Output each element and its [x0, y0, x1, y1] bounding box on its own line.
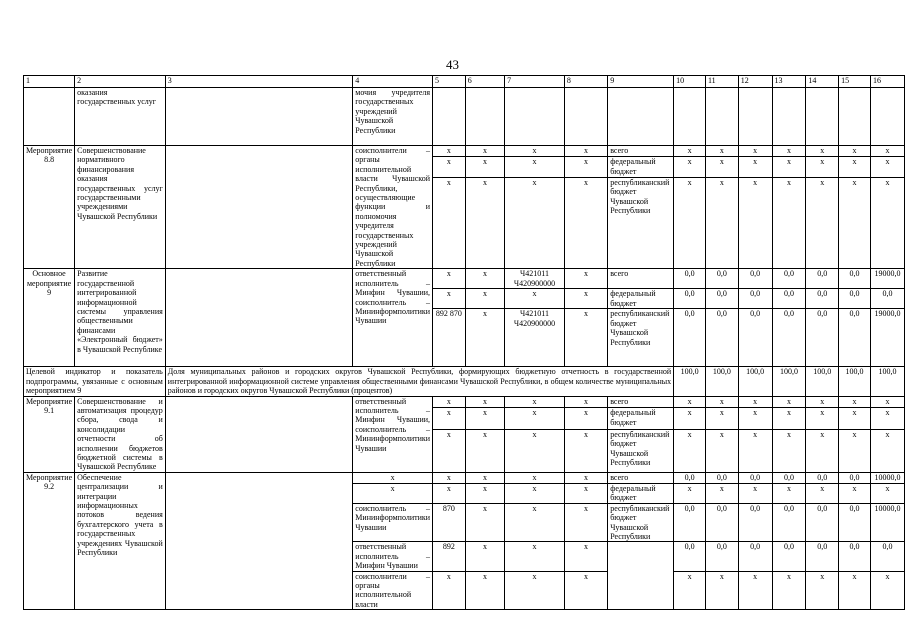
table-cell: 0,0 [839, 289, 871, 309]
table-cell: x [674, 177, 706, 268]
table-cell: 0,0 [674, 503, 706, 542]
table-cell: мочия учредителя государственных учреждений Чувашской Республики [353, 88, 433, 146]
table-cell: x [505, 146, 565, 157]
table-cell: x [738, 429, 772, 472]
table-cell: x [505, 483, 565, 503]
table-cell: 0,0 [738, 472, 772, 483]
column-header: 6 [465, 76, 504, 88]
table-row [24, 146, 905, 157]
table-cell: x [772, 408, 806, 429]
table-cell: 892 [433, 542, 466, 571]
table-cell [772, 88, 806, 146]
table-cell: x [465, 146, 504, 157]
column-header: 16 [870, 76, 904, 88]
table-cell: x [433, 146, 466, 157]
table-cell: x [674, 429, 706, 472]
table-cell: x [738, 157, 772, 178]
table-cell: x [564, 429, 607, 472]
table-cell: республиканский бюджет Чувашской Республики [608, 177, 674, 268]
table-cell: x [505, 177, 565, 268]
table-cell: x [433, 571, 466, 610]
table-cell [870, 88, 904, 146]
table-cell: Целевой индикатор и показатель подпрограммы, увязанные с основным мероприятием 9 [24, 367, 166, 396]
table-cell: x [772, 483, 806, 503]
table-cell: всего [608, 396, 674, 408]
table-cell: 0,0 [806, 503, 839, 542]
table-cell: 870 [433, 503, 466, 542]
table-cell: x [870, 483, 904, 503]
table-cell: x [465, 309, 504, 367]
table-cell: оказания государственных услуг [75, 88, 166, 146]
table-cell: ответственный исполнитель – Минфин Чувашии [353, 542, 433, 571]
table-cell: x [674, 157, 706, 178]
table-cell: 0,0 [806, 309, 839, 367]
table-cell: 10000,0 [870, 472, 904, 483]
table-row [24, 472, 905, 483]
table-cell: 0,0 [870, 289, 904, 309]
table-cell: всего [608, 472, 674, 483]
table-cell: x [433, 483, 466, 503]
table-cell: 0,0 [772, 309, 806, 367]
table-cell: ответственный исполнитель – Минфин Чувашии, соисполнитель – Мининформполитики Чувашии [353, 396, 433, 472]
table-cell: республиканский бюджет Чувашской Республики [608, 429, 674, 472]
table-cell: x [772, 157, 806, 178]
table-cell: 0,0 [772, 289, 806, 309]
table-cell: x [870, 157, 904, 178]
table-cell: 0,0 [705, 542, 738, 571]
table-cell: x [564, 408, 607, 429]
table-cell: x [705, 157, 738, 178]
table-cell: x [738, 177, 772, 268]
table-cell: x [806, 429, 839, 472]
table-body [24, 76, 905, 610]
table-cell [165, 88, 353, 146]
table-cell: 0,0 [705, 309, 738, 367]
table-cell: всего [608, 146, 674, 157]
column-header: 14 [806, 76, 839, 88]
table-cell: x [465, 396, 504, 408]
table-cell [674, 88, 706, 146]
table-cell: x [505, 472, 565, 483]
column-header: 3 [165, 76, 353, 88]
table-cell: x [465, 408, 504, 429]
table-cell: x [433, 472, 466, 483]
page-number: 43 [446, 57, 459, 72]
table-cell: 892 870 [433, 309, 466, 367]
table-cell: x [738, 483, 772, 503]
table-cell: x [433, 289, 466, 309]
table-cell: x [564, 289, 607, 309]
table-cell: 19000,0 [870, 309, 904, 367]
table-cell: федеральный бюджет [608, 483, 674, 503]
table-cell: 0,0 [738, 269, 772, 289]
table-cell: 0,0 [839, 472, 871, 483]
table-cell [839, 88, 871, 146]
table-cell: 0,0 [772, 542, 806, 571]
table-cell [465, 88, 504, 146]
table-cell: x [564, 483, 607, 503]
column-header: 13 [772, 76, 806, 88]
table-cell: x [738, 396, 772, 408]
table-cell [165, 472, 353, 609]
table-cell: x [870, 429, 904, 472]
table-cell: x [564, 157, 607, 178]
table-cell: x [806, 571, 839, 610]
table-cell: 0,0 [738, 289, 772, 309]
table-row [24, 269, 905, 289]
column-header: 10 [674, 76, 706, 88]
table-cell: x [433, 408, 466, 429]
table-cell: x [353, 472, 433, 483]
table-cell: x [839, 146, 871, 157]
table-cell [564, 88, 607, 146]
table-cell: 0,0 [839, 269, 871, 289]
table-cell: x [465, 289, 504, 309]
table-cell: x [505, 408, 565, 429]
table-cell: x [870, 396, 904, 408]
table-cell: федеральный бюджет [608, 408, 674, 429]
table-cell: x [806, 177, 839, 268]
table-cell: x [564, 571, 607, 610]
column-header: 15 [839, 76, 871, 88]
table-cell: x [705, 408, 738, 429]
table-cell: 0,0 [806, 472, 839, 483]
table-cell: x [564, 503, 607, 542]
table-cell: 0,0 [674, 472, 706, 483]
table-cell: x [505, 429, 565, 472]
table-cell [165, 146, 353, 269]
table-cell: x [806, 157, 839, 178]
table-cell: 0,0 [772, 503, 806, 542]
table-cell: x [674, 396, 706, 408]
table-cell: республиканский бюджет Чувашской Республики [608, 309, 674, 367]
table-cell: 100,0 [674, 367, 706, 396]
table-cell: 0,0 [772, 472, 806, 483]
table-cell: x [839, 177, 871, 268]
table-cell: x [806, 396, 839, 408]
table-cell: Совершенствование и автоматизация процедур сбора, свода и консолидации отчетности об исполнении бюджетов бюджетной системы в Чувашской Республике [75, 396, 166, 472]
table-cell: 0,0 [738, 542, 772, 571]
table-cell: x [806, 483, 839, 503]
table-cell: x [839, 429, 871, 472]
table-cell: x [465, 177, 504, 268]
table-cell: x [433, 157, 466, 178]
column-header: 7 [505, 76, 565, 88]
table-cell: x [674, 146, 706, 157]
table-cell: x [772, 396, 806, 408]
table-cell: x [505, 157, 565, 178]
table-cell: 0,0 [738, 309, 772, 367]
table-cell: Мероприятие 8.8 [24, 146, 75, 269]
table-cell: Совершенствование нормативного финансирования оказания государственных услуг государственными учреждениями Чувашской Республики [75, 146, 166, 269]
table-cell: x [839, 157, 871, 178]
table-cell: x [839, 483, 871, 503]
table-cell: Основное мероприятие 9 [24, 269, 75, 367]
table-cell: 0,0 [870, 542, 904, 571]
table-cell: Доля муниципальных районов и городских округов Чувашской Республики, формирующих бюджетную отчетность в государственной интегрированной информационной системе управления общественными финансами Чувашской Республики, в общем количестве муниципальных районов и городских округов Чувашской Республики (процентов) [165, 367, 673, 396]
table-cell: 0,0 [705, 289, 738, 309]
table-cell: x [738, 146, 772, 157]
table-cell: 0,0 [674, 542, 706, 571]
table-cell: x [433, 396, 466, 408]
table-cell: x [870, 177, 904, 268]
table-cell: x [433, 177, 466, 268]
table-cell: соисполнитель – Мининформполитики Чувашии [353, 503, 433, 542]
table-cell: x [772, 429, 806, 472]
table-cell: x [839, 571, 871, 610]
table-cell: 0,0 [705, 472, 738, 483]
table-cell: соисполнители – органы исполнительной власти [353, 571, 433, 610]
target-indicator-row [24, 367, 905, 396]
table-cell: соисполнители – органы исполнительной власти Чувашской Республики, осуществляющие функции и полномочия учредителя государственных учреждений Чувашской Республики [353, 146, 433, 269]
table-cell: x [465, 571, 504, 610]
table-cell: 0,0 [839, 542, 871, 571]
table-cell: x [505, 542, 565, 571]
table-cell: x [353, 483, 433, 503]
table-cell: 0,0 [772, 269, 806, 289]
program-table [23, 75, 905, 610]
table-cell: x [465, 503, 504, 542]
table-cell: x [564, 177, 607, 268]
table-cell: республиканский бюджет Чувашской Республики [608, 503, 674, 542]
table-cell [608, 88, 674, 146]
table-cell: 100,0 [806, 367, 839, 396]
table-cell: x [505, 289, 565, 309]
column-header: 12 [738, 76, 772, 88]
table-cell: x [839, 396, 871, 408]
table-cell: x [738, 408, 772, 429]
table-cell: 100,0 [839, 367, 871, 396]
column-header: 11 [705, 76, 738, 88]
table-cell: x [465, 483, 504, 503]
table-cell: x [806, 408, 839, 429]
table-cell: 0,0 [705, 269, 738, 289]
table-cell [608, 542, 674, 610]
table-cell: x [465, 269, 504, 289]
table-cell: 0,0 [674, 289, 706, 309]
table-cell: x [433, 429, 466, 472]
table-cell: 100,0 [738, 367, 772, 396]
table-cell: 0,0 [839, 309, 871, 367]
table-cell [705, 88, 738, 146]
table-cell: x [705, 177, 738, 268]
table-cell: x [705, 483, 738, 503]
table-cell: x [465, 542, 504, 571]
table-cell: 19000,0 [870, 269, 904, 289]
table-cell: x [772, 177, 806, 268]
table-cell: x [705, 146, 738, 157]
table-cell: федеральный бюджет [608, 157, 674, 178]
table-cell: Мероприятие 9.2 [24, 472, 75, 609]
table-row [24, 88, 905, 146]
table-cell: 10000,0 [870, 503, 904, 542]
table-cell: x [705, 571, 738, 610]
table-cell: 100,0 [705, 367, 738, 396]
table-cell: x [465, 157, 504, 178]
table-cell: x [870, 571, 904, 610]
header-row [24, 76, 905, 88]
table-cell [505, 88, 565, 146]
table-cell: x [674, 408, 706, 429]
table-cell: x [870, 408, 904, 429]
table-cell: x [564, 269, 607, 289]
table-cell: x [839, 408, 871, 429]
table-cell: x [870, 146, 904, 157]
table-cell: 0,0 [705, 503, 738, 542]
table-row [24, 396, 905, 408]
table-cell: x [705, 396, 738, 408]
column-header: 1 [24, 76, 75, 88]
table-cell: всего [608, 269, 674, 289]
table-cell: x [738, 571, 772, 610]
table-cell: x [505, 571, 565, 610]
table-cell: x [564, 396, 607, 408]
table-cell: Ч421011 Ч420900000 [505, 269, 565, 289]
column-header: 8 [564, 76, 607, 88]
table-cell: 0,0 [806, 269, 839, 289]
table-cell: x [772, 571, 806, 610]
table-cell [738, 88, 772, 146]
column-header: 4 [353, 76, 433, 88]
table-cell [165, 269, 353, 367]
table-cell: x [564, 542, 607, 571]
table-cell: Обеспечение централизации и интеграции информационных потоков ведения бухгалтерского учета в государственных учреждениях Чувашской Республики [75, 472, 166, 609]
table-cell: x [674, 571, 706, 610]
table-cell: Мероприятие 9.1 [24, 396, 75, 472]
column-header: 2 [75, 76, 166, 88]
table-cell: x [564, 309, 607, 367]
table-cell: x [705, 429, 738, 472]
table-cell: x [433, 269, 466, 289]
table-cell: Развитие государственной интегрированной информационной системы управления общественными финансами «Электронный бюджет» в Чувашской Республике [75, 269, 166, 367]
table-cell [433, 88, 466, 146]
table-cell: x [465, 429, 504, 472]
table-cell: x [564, 146, 607, 157]
table-cell: x [564, 472, 607, 483]
table-cell: ответственный исполнитель – Минфин Чувашии, соисполнитель – Мининформполитики Чувашии [353, 269, 433, 367]
table-cell: 0,0 [839, 503, 871, 542]
table-cell: x [674, 483, 706, 503]
column-header: 5 [433, 76, 466, 88]
table-cell: x [505, 503, 565, 542]
table-cell: Ч421011 Ч420900000 [505, 309, 565, 367]
table-cell: 0,0 [806, 542, 839, 571]
table-cell: 0,0 [674, 309, 706, 367]
table-cell: 0,0 [806, 289, 839, 309]
table-cell: x [772, 146, 806, 157]
table-cell: 0,0 [738, 503, 772, 542]
table-cell: x [505, 396, 565, 408]
table-cell [806, 88, 839, 146]
table-cell: федеральный бюджет [608, 289, 674, 309]
table-cell [24, 88, 75, 146]
table-cell: 0,0 [674, 269, 706, 289]
table-cell: 100,0 [772, 367, 806, 396]
table-cell: x [806, 146, 839, 157]
table-cell: 100,0 [870, 367, 904, 396]
table-cell [165, 396, 353, 472]
column-header: 9 [608, 76, 674, 88]
table-cell: x [465, 472, 504, 483]
